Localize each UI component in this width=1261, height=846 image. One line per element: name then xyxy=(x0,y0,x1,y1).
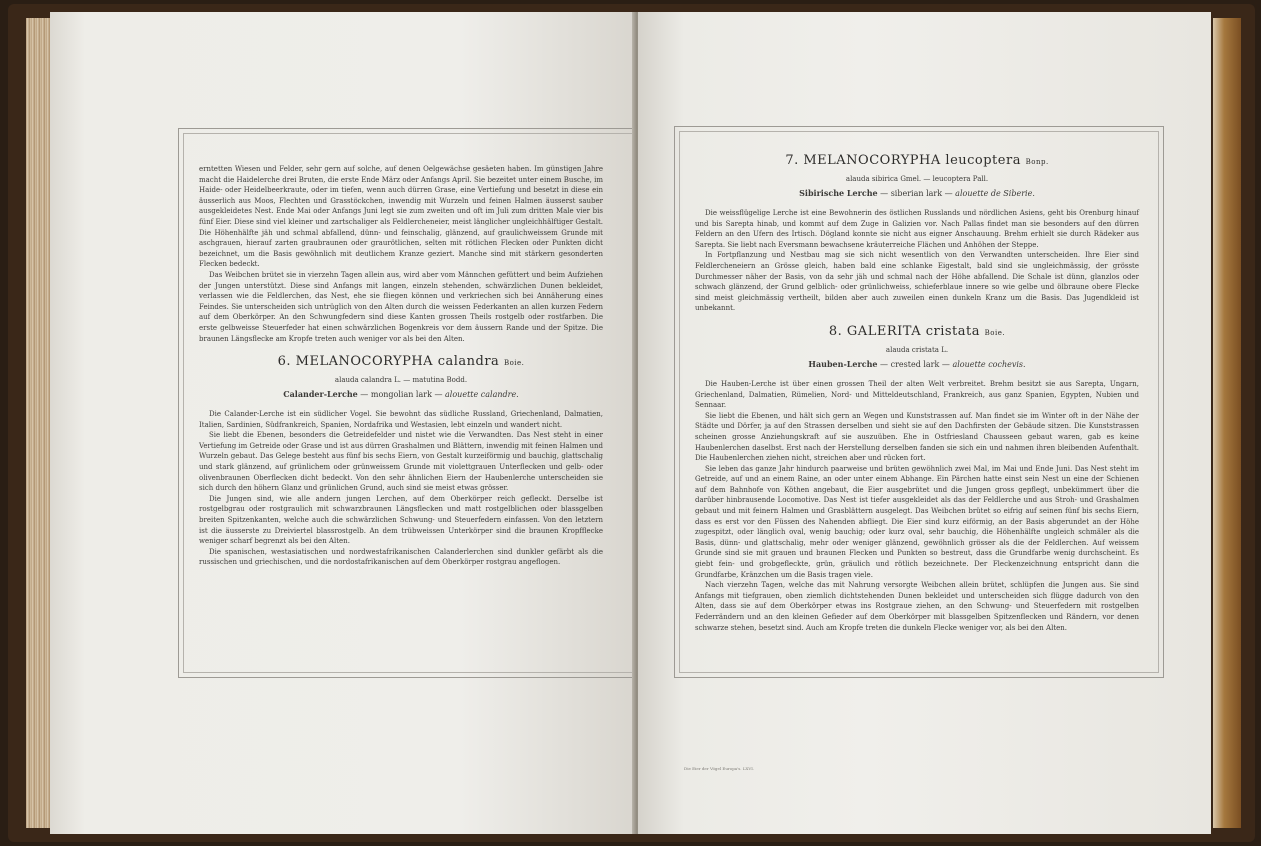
paragraph: Die Hauben-Lerche ist über einen grossen Theil der alten Welt verbreitet. Brehm besitzt sie aus Sarepta, Ungarn, Griechenland, Dalmatien, Rümelien, Nord- und Mitteldeutschland, Frankreich, aus ganz Spanien, Egypten, Nubien und Sennaar. xyxy=(695,379,1139,410)
synonyms: alauda calandra L. — matutina Bodd. xyxy=(334,376,468,385)
right-page-frame xyxy=(674,126,1164,678)
page-footer: Die Eier der Vögel Europa's. LXVI. xyxy=(684,766,755,771)
paragraph: Das Weibchen brütet sie in vierzehn Tagen allein aus, wird aber vom Männchen gefüttert und beim Aufziehen der Jungen unterstützt. Diese sind Anfangs mit langen, einzeln stehenden, schwärzlichen Dunen bekleidet, verlassen wie die Feldlerchen, das Nest, ehe sie fliegen können und verkriechen sich bei Annäherung eines Feindes. Sie unterscheiden sich untrüglich von den Alten durch die weissen Federkanten an allen kurzen Federn auf dem Oberkörper. An den Schwungfedern sind diese Kanten grossen Theils rostgelb oder rostfarben. Die erste gelbweisse Steuerfeder hat einen schwärzlichen Bogenkreis vor dem äussern Rande und der Spitze. Die braunen Längsflecke am Kropfe treten auch weniger vor als bei den Alten. xyxy=(199,270,603,343)
left-page-frame xyxy=(178,128,668,678)
right-page-text xyxy=(695,143,1139,633)
open-book xyxy=(8,4,1255,842)
paragraph: Die weissflügelige Lerche ist eine Bewohnerin des östlichen Russlands und nördlichen Asiens, geht bis Orenburg hinauf und bis Sarepta hinab, und kommt auf dem Zuge in Galizien vor. Nach Pallas findet man sie besonders auf den dürren Feldern an den Ufern des Irtisch. Dögland konnte sie nicht aus eigner Anschauung. Brehm erhielt sie durch Rädeker aus Sarepta. Sie liebt nach Eversmann bewachsene kräuterreiche Flächen und Anhöhen der Steppe. xyxy=(695,209,1139,249)
synonyms: alauda sibirica Gmel. — leucoptera Pall. xyxy=(845,175,989,183)
common-names: Hauben-Lerche — crested lark — alouette cochevis. xyxy=(808,358,1026,369)
synonyms: alauda cristata L. xyxy=(885,345,949,354)
left-page-text xyxy=(199,164,603,568)
species-heading: 7. MELANOCORYPHA leucoptera Bonp. xyxy=(785,153,1049,168)
paragraph: Sie liebt die Ebenen, und hält sich gern an Wegen und Kunststrassen auf. Man findet sie im Winter oft in der Nähe der Städte und Dörfer, ja auf den Strassen derselben und sieht sie auf den Dachfirsten der Gebäude sitzen. Die Kunststrassen scheinen grosse Anziehungskraft auf sie auszuüben. Ehe in Ostfriesland Chausseen gebaut waren, gab es keine Haubenlerchen daselbst. Erst nach der Herstellung derselben fanden sie sich ein und nahmen ihren bleibenden Aufenthalt. Die Haubenlerchen ziehen nicht, streichen aber und rücken fort. xyxy=(695,411,1139,463)
species-heading: 8. GALERITA cristata Boie. xyxy=(828,323,1006,339)
species-heading: 6. MELANOCORYPHA calandra Boie. xyxy=(277,354,525,370)
right-page xyxy=(638,12,1211,834)
paragraph: Sie leben das ganze Jahr hindurch paarweise und brüten gewöhnlich zwei Mal, im Mai und Ende Juni. Das Nest steht im Getreide, auf und an einem Raine, an oder unter einem Abhange. Ein Pärchen hatte einst sein Nest un eine der Schienen auf dem Bahnhofe von Köthen angebaut, die Eier ausgebrütet und die Jungen gross gepflegt, unbekümmert über die darüber hinbrausende Locomotive. Das Nest ist tiefer ausgekleidet als das der Feldlerche und aus Stroh- und Grashalmen gebaut und mit feinern Halmen und Grasblättern ausgelegt. Das Weibchen brütet so eifrig auf seinen fünf bis sechs Eiern, dass es erst vor den Füssen des Nahenden abfliegt. Die Eier sind kurz eiförmig, an der Basis abgerundet an der Höhe zugespitzt, oder länglich oval, wenig bauchig; oder kurz oval, sehr bauchig, die Höhenhälfte ungleich schmäler als die Basis, dünn- und glattschalig, mehr oder weniger glänzend, gewöhnlich grösser als die der Feldlerchen. Auf weissem Grunde sind sie mit grauen und braunen Flecken und Punkten so bestreut, dass die Grundfarbe wenig durchscheint. Es giebt fein- und grobgefleckte, grün, gräulich und rötlich bezeichnete. Der Fleckenzeichnung entspricht dann die Grundfarbe, Kränzchen um die Basis tragen viele. xyxy=(695,464,1139,579)
paragraph: Sie liebt die Ebenen, besonders die Getreidefelder und nistet wie die Verwandten. Das Nest steht in einer Vertiefung im Getreide oder Grase und ist aus dürren Grashalmen und Blättern, inwendig mit feinen Halmen und Wurzeln gebaut. Das Gelege besteht aus fünf bis sechs Eiern, von Gestalt kurzeiförmig und bauchig, glattschalig und stark glänzend, auf grünlichem oder grünweissem Grunde mit violettgrauen Unterflecken und gelb- oder olivenbraunen Oberflecken dicht bedeckt. Von den sehr ähnlichen Eiern der Haubenlerche unterscheiden sie sich durch den höhern Glanz und grünlichen Grund, auch sind sie meist etwas grösser. xyxy=(199,431,603,493)
paragraph: erntetten Wiesen und Felder, sehr gern auf solche, auf denen Oelgewächse gesäeten haben. Im günstigen Jahre macht die Haidelerche drei Bruten, die erste Ende März oder Anfangs April. Sie bezeitet unter einem Busche, im Haide- oder Heidelbeerkraute, oder im tiefen, wenn auch dürren Grase, eine Vertiefung und besetzt in diese ein äusserlich aus Moos, Flechten und Grasstöckchen, inwendig mit Wurzeln und feinen Halmen äusserst sauber ausgekleidetes Nest. Ende Mai oder Anfangs Juni legt sie zum zweiten und oft im Juli zum dritten Male vier bis fünf Eier. Diese sind viel kleiner und zartschaliger als Feldlercheneier, meist länglicher ungleichhälftiger Gestalt. Die Höhenhälfte jäh und schmal abfallend, dünn- und feinschalig, glänzend, auf graulichweissem Grunde mit aschgrauen, hierauf zarten graubraunen oder graurötlichen, selten mit rötlichen Flecken oder Punkten dicht bezeichnet, um die Basis gewöhnlich mit deutlichem Kranze geziert. Manche sind mit stärkern gesonderten Flecken bedeckt. xyxy=(199,165,603,269)
paragraph: Die Jungen sind, wie alle andern jungen Lerchen, auf dem Oberkörper reich gefleckt. Derselbe ist rostgelbgrau oder rostgraulich mit schwarzbraunen Längsflecken und matt rostgelblichen oder blassgelben breiten Spitzenkanten, welche auch die schwärzlichen Schwung- und Steuerfedern einfassen. Von den letztern ist die äusserste zu Dreiviertel blassrostgelb. An dem trübweissen Unterkörper sind die braunen Kropfflecke weniger scharf begrenzt als bei den Alten. xyxy=(199,494,603,546)
paragraph: Die Calander-Lerche ist ein südlicher Vogel. Sie bewohnt das südliche Russland, Griechenland, Dalmatien, Italien, Sardinien, Südfrankreich, Spanien, Nordafrika und Westasien, lebt einzeln und wandert nicht. xyxy=(199,410,603,429)
left-page xyxy=(50,12,635,834)
paragraph: Die spanischen, westasiatischen und nordwestafrikanischen Calanderlerchen sind dunkler gefärbt als die russischen und griechischen, und die nordostafrikanischen auf dem Oberkörper rostgrau angeflogen. xyxy=(199,547,603,567)
paragraph: In Fortpflanzung und Nestbau mag sie sich nicht wesentlich von den Verwandten unterscheiden. Ihre Eier sind Feldlercheneiern an Grösse gleich, haben bald eine schlanke Eigestalt, bald sind sie ungleichmässig, der grösste Durchmesser näher der Basis, von da sehr jäh und schmal nach der Höhe abfallend. Die Schale ist dünn, glanzlos oder schwach glänzend, der Grund gelblich- oder grünlichweiss, schieferblaue innere so wie gelbe und ölbraune obere Flecke sind meist gleichmässig vertheilt, bilden aber auch zuweilen einen dunkeln Kranz um die Basis. Das Jugendkleid ist unbekannt. xyxy=(695,251,1139,313)
page-edges-right xyxy=(1213,18,1241,828)
page-edges-left xyxy=(26,18,52,828)
common-names: Sibirische Lerche — siberian lark — alouette de Siberie. xyxy=(799,188,1035,198)
paragraph: Nach vierzehn Tagen, welche das mit Nahrung versorgte Weibchen allein brütet, schlüpfen die Jungen aus. Sie sind Anfangs mit tiefgrauen, oben ziemlich dichtstehenden Dunen bekleidet und unterscheiden sich flügge dadurch von den Alten, dass sie auf dem Oberkörper etwas ins Rostgraue ziehen, an den Schwung- und Steuerfedern mit rostgelben Federrändern und an den kleinen Gefieder auf dem Oberkörper mit blassgelben Spitzenflecken und Rändern, vor denen schwarze stehen, besetzt sind. Auch am Kropfe treten die dunkeln Flecke weniger vor, als bei den Alten. xyxy=(695,581,1139,632)
common-names: Calander-Lerche — mongolian lark — alouette calandre. xyxy=(283,389,519,400)
